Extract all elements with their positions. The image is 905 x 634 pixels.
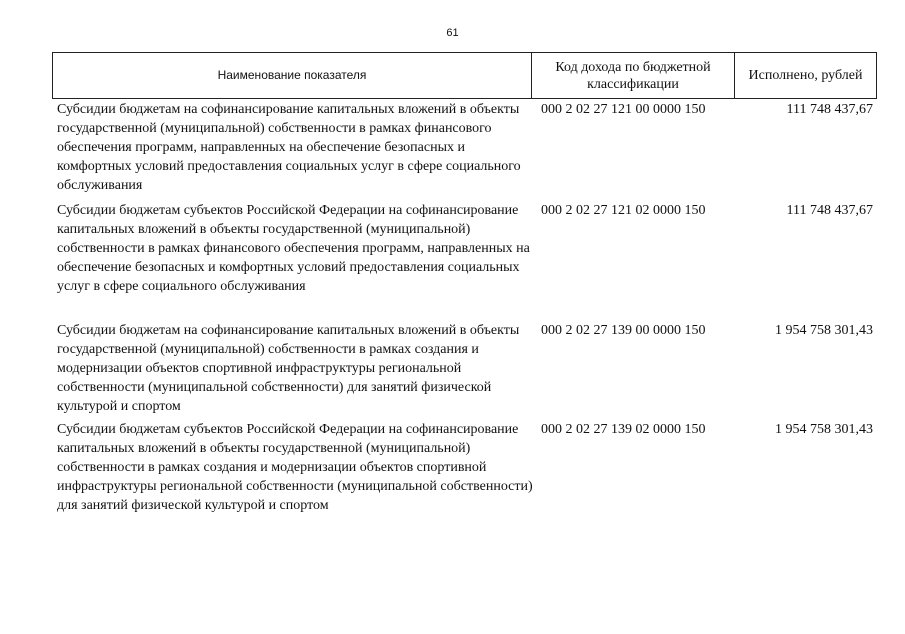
row-code: 000 2 02 27 121 02 0000 150 <box>541 203 706 218</box>
row-amount: 111 748 437,67 <box>786 102 873 117</box>
row-amount: 111 748 437,67 <box>786 203 873 218</box>
row-amount: 1 954 758 301,43 <box>775 323 873 338</box>
row-name: Субсидии бюджетам субъектов Российской Федерации на софинансирование капитальных вложений в объекты государственной (муниципальной) собственности в рамках финансового обеспечения программ, направленных на обеспечение безопасных и комфортных условий предоставления социальных услуг в сфере социального обслуживания <box>57 203 530 294</box>
table-header <box>52 52 877 99</box>
column-header-name: Наименование показателя <box>53 53 532 99</box>
row-amount: 1 954 758 301,43 <box>775 422 873 437</box>
column-header-executed: Исполнено, рублей <box>735 53 877 99</box>
page-number: 61 <box>446 27 459 39</box>
row-code: 000 2 02 27 139 00 0000 150 <box>541 323 706 338</box>
row-name: Субсидии бюджетам субъектов Российской Федерации на софинансирование капитальных вложений в объекты государственной (муниципальной) собственности в рамках создания и модернизации объектов спортивной инфраструктуры региональной собственности (муниципальной собственности) для занятий физической культурой и спортом <box>57 422 533 513</box>
row-code: 000 2 02 27 121 00 0000 150 <box>541 102 706 117</box>
row-name: Субсидии бюджетам на софинансирование капитальных вложений в объекты государственной (муниципальной) собственности в рамках создания и модернизации объектов спортивной инфраструктуры региональной собственности (муниципальной собственности) для занятий физической культурой и спортом <box>57 323 520 414</box>
column-header-code: Код дохода по бюджетной классификации <box>532 53 735 99</box>
row-code: 000 2 02 27 139 02 0000 150 <box>541 422 706 437</box>
row-name: Субсидии бюджетам на софинансирование капитальных вложений в объекты государственной (муниципальной) собственности в рамках финансового обеспечения программ, направленных на обеспечение безопасных и комфортных условий предоставления социальных услуг в сфере социального обслуживания <box>57 102 521 193</box>
